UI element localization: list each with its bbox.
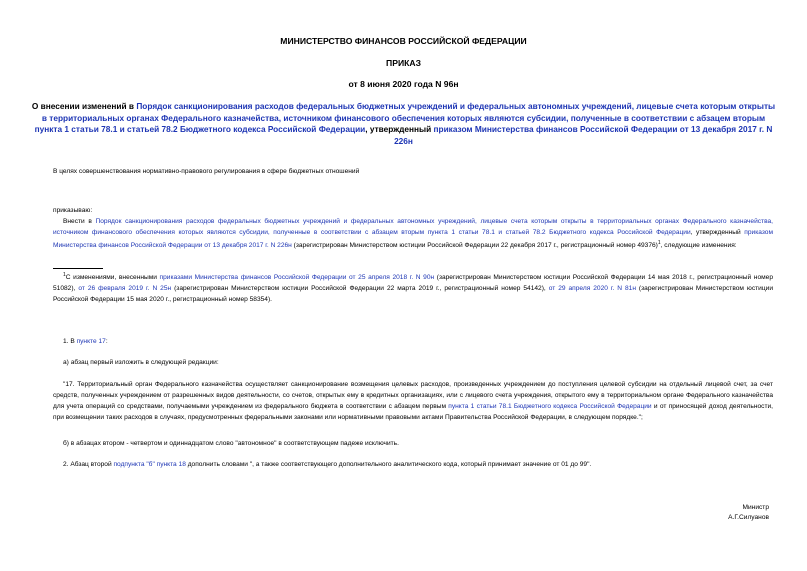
quote-text-1: "17. Территориальный орган Федерального казначейства осуществляет санкционирование возмещения целевых расходов, произведенных учреждением до поступления целевой субсидии на отдельный лицевой счет, за счет средств, полученных учреждением от разрешенных видов деятельности, со счетов, открытых ему в кредитных организациях, или с лицевого счета учреждения, открытого ему в территориальном органе Федерального казначейства для учета операций со средствами, получаемыми учреждением из федерального бюджета в соответствии с абзацем первым	[53, 381, 773, 410]
p1-text-4: , следующие изменения:	[660, 242, 737, 250]
item-1b: б) в абзацах втором - четвертом и одиннадцатом слово "автономное" в соответствующем падеже исключить.	[63, 440, 399, 447]
paragraph-1	[53, 216, 773, 251]
quote-link-budget-code[interactable]: пункта 1 статьи 78.1 Бюджетного кодекса Российской Федерации	[448, 403, 652, 410]
item1-text-1: 1. В	[63, 338, 77, 345]
footnote-marker: 1	[63, 272, 66, 278]
fn-text-2: (зарегистрирован Министерством юстиции Российской Федерации 14 мая 2018 г., регистрационный номер 51082),	[53, 274, 773, 293]
document-title	[30, 101, 777, 147]
title-link-procedure[interactable]: Порядок санкционирования расходов федеральных бюджетных учреждений и федеральных автономных учреждений, лицевые счета которым открыты в территориальных органах Федерального казначейства, источником финансового обеспечения которых являются субсидии, полученные в соответствии с абзацем вторым пункта 1 статьи 78.1 и статьей 78.2 Бюджетного кодекса Российской Федерации	[34, 101, 776, 134]
fn-text-4: (зарегистрирован Министерством юстиции Российской Федерации 15 мая 2020 г., регистрационный номер 58354).	[53, 285, 774, 304]
footnote-ref[interactable]: 1	[657, 240, 661, 246]
ministry-heading: МИНИСТЕРСТВО ФИНАНСОВ РОССИЙСКОЙ ФЕДЕРАЦИИ	[280, 36, 527, 46]
fn-link-1[interactable]: приказами Министерства финансов Российской Федерации от 25 апреля 2018 г. N 90н	[159, 274, 435, 282]
p1-link-procedure[interactable]: Порядок санкционирования расходов федеральных бюджетных учреждений и федеральных автономных учреждений, лицевые счета которым открыты в территориальных органах Федерального казначейства, источником финансового обеспечения которых являются субсидии, полученные в соответствии с абзацем вторым пункта 1 статьи 78.1 и статьей 78.2 Бюджетного кодекса Российской Федерации	[53, 218, 774, 236]
item1-text-2: :	[105, 338, 108, 345]
footnote	[53, 270, 773, 305]
p1-text-3: (зарегистрирован Министерством юстиции Российской Федерации 22 декабря 2017 г., регистрационный номер 49376)	[291, 242, 658, 250]
signature-name: А.Г.Силуанов	[728, 514, 769, 521]
fn-link-3[interactable]: от 29 апреля 2020 г. N 81н	[548, 285, 636, 293]
item2-text-1: 2. Абзац второй	[63, 461, 114, 468]
title-link-order[interactable]: приказом Министерства финансов Российской Федерации от 13 декабря 2017 г. N 226н	[394, 124, 773, 146]
fn-text-1: С изменениями, внесенными	[65, 274, 160, 282]
quote-text-2: и от приносящей доход деятельности, при возмещении таких расходов в случаях, предусмотренных федеральными законами или нормативными правовыми актами Правительства Российской Федерации, в следующем порядке.";	[53, 403, 773, 421]
item-2	[63, 459, 773, 470]
date-number-heading: от 8 июня 2020 года N 96н	[348, 79, 459, 89]
order-word: приказываю:	[53, 207, 93, 214]
fn-link-2[interactable]: от 26 февраля 2019 г. N 25н	[78, 285, 172, 293]
item2-text-2: дополнить словами ", а также соответствующего дополнительного аналитического кода, который принимает значение от 01 до 99".	[185, 461, 592, 468]
quoted-paragraph	[53, 379, 773, 423]
p1-text-2: , утвержденный	[690, 229, 745, 236]
signature-position: Министр	[742, 504, 769, 511]
footnote-divider	[53, 268, 103, 269]
doc-type-heading: ПРИКАЗ	[386, 58, 421, 68]
p1-text-1: Внести в	[63, 218, 96, 225]
preamble: В целях совершенствования нормативно-правового регулирования в сфере бюджетных отношений	[53, 168, 360, 175]
p1-link-order[interactable]: приказом Министерства финансов Российской Федерации от 13 декабря 2017 г. N 226н	[53, 229, 773, 250]
item-1a: а) абзац первый изложить в следующей редакции:	[63, 359, 219, 366]
item1-link-point17[interactable]: пункте 17	[76, 338, 106, 345]
fn-text-3: (зарегистрирован Министерством юстиции Российской Федерации 22 марта 2019 г., регистрационный номер 54142),	[171, 285, 549, 293]
item-1	[63, 336, 763, 347]
title-text-2: , утвержденный	[365, 124, 434, 134]
title-text-1: О внесении изменений в	[31, 101, 137, 111]
item2-link-subpoint[interactable]: подпункта "б" пункта 18	[113, 461, 186, 468]
